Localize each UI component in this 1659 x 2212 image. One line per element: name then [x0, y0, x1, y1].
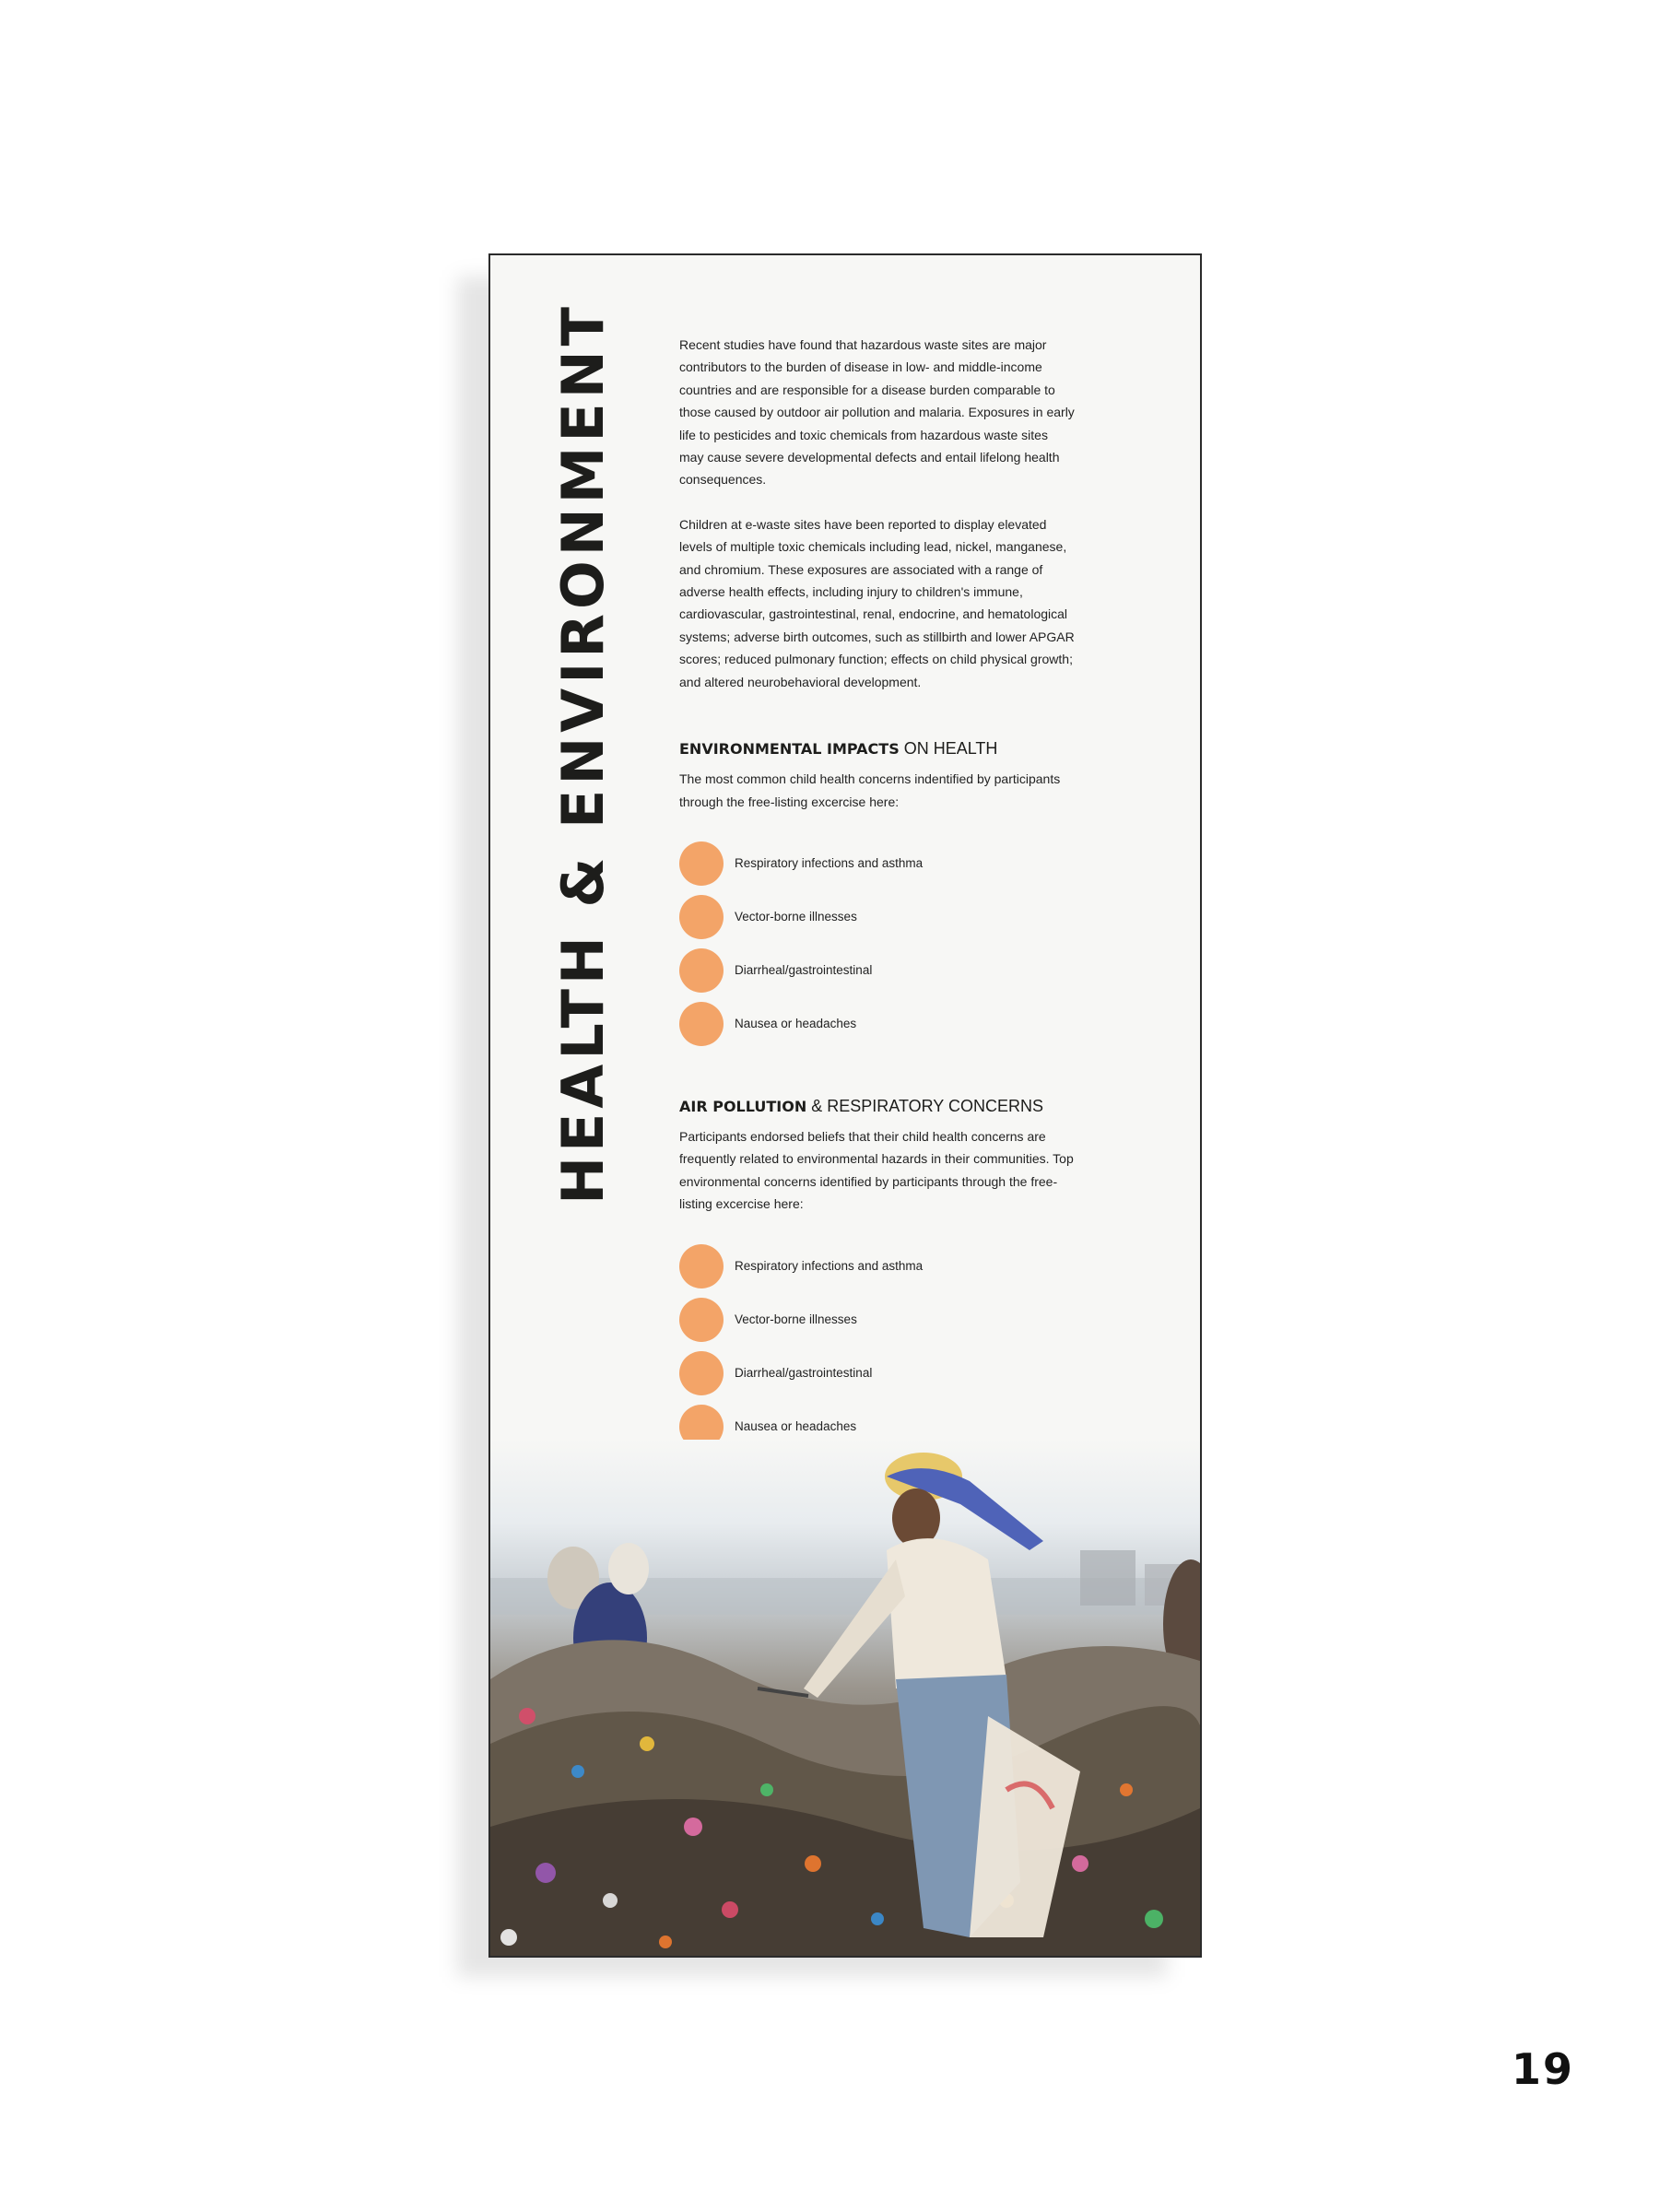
list-item-label: Diarrheal/gastrointestinal: [735, 963, 873, 978]
list-item: [679, 1347, 1076, 1400]
list-item-label: Nausea or headaches: [735, 1419, 857, 1434]
section-heading-bold: ENVIRONMENTAL IMPACTS: [679, 740, 900, 759]
section-heading-environmental-impacts: [679, 737, 1076, 760]
list-item-label: Respiratory infections and asthma: [735, 1259, 924, 1274]
list-item: [679, 1240, 1076, 1293]
list-item-label: Respiratory infections and asthma: [735, 856, 924, 871]
poster-panel: [488, 253, 1202, 1958]
list-item-label: Nausea or headaches: [735, 1017, 857, 1031]
section-intro-environmental-impacts: The most common child health concerns indentified by participants through the free-listing excercise here:: [679, 771, 1061, 809]
list-item-label: Vector-borne illnesses: [735, 910, 857, 924]
list-item-label: Diarrheal/gastrointestinal: [735, 1366, 873, 1381]
section-heading-rest: & RESPIRATORY CONCERNS: [811, 1096, 1043, 1115]
list-item-label: Vector-borne illnesses: [735, 1312, 857, 1327]
orange-dot-icon: [679, 895, 724, 939]
health-concerns-list: [679, 837, 1076, 1051]
list-item: [679, 944, 1076, 997]
vertical-title: [546, 301, 619, 1205]
orange-dot-icon: [679, 1244, 724, 1288]
environmental-concerns-list: [679, 1240, 1076, 1453]
list-item: [679, 837, 1076, 890]
list-item: [679, 1293, 1076, 1347]
section-intro-air-pollution: Participants endorsed beliefs that their child health concerns are frequently related to environmental hazards in their communities. Top environmental concerns identified by participants through the free-listing excercise here:: [679, 1128, 1074, 1212]
intro-paragraph-2: Children at e-waste sites have been reported to display elevated levels of multiple toxic chemicals including lead, nickel, manganese, and chromium. These exposures are associated with a range of adverse health effects, including injury to children's immune, cardiovascular, gastrointestinal, renal, endocrine, and hematological systems; adverse birth outcomes, such as stillbirth and lower APGAR scores; reduced pulmonary function; effects on child physical growth; and altered neurobehavioral development.: [679, 516, 1075, 689]
list-item: [679, 997, 1076, 1051]
section-heading-rest: ON HEALTH: [903, 739, 998, 759]
orange-dot-icon: [679, 841, 724, 886]
orange-dot-icon: [679, 1298, 724, 1342]
page-number: 19: [1512, 2044, 1575, 2094]
section-heading-bold: AIR POLLUTION: [679, 1097, 807, 1115]
intro-paragraph-1: Recent studies have found that hazardous waste sites are major contributors to the burden of disease in low- and middle-income countries and are responsible for a disease burden comparable to those caused by outdoor air pollution and malaria. Exposures in early life to pesticides and toxic chemicals from hazardous waste sites may cause severe developmental defects and entail lifelong health consequences.: [679, 337, 1075, 488]
waste-site-photo: [490, 1440, 1200, 1956]
orange-dot-icon: [679, 948, 724, 993]
section-heading-air-pollution: [679, 1095, 1076, 1118]
waste-site-illustration: [490, 1440, 1200, 1956]
orange-dot-icon: [679, 1002, 724, 1046]
list-item: [679, 890, 1076, 944]
text-column: [679, 334, 1076, 1453]
page-title: HEALTH & ENVIRONMENT: [548, 301, 617, 1205]
orange-dot-icon: [679, 1351, 724, 1395]
